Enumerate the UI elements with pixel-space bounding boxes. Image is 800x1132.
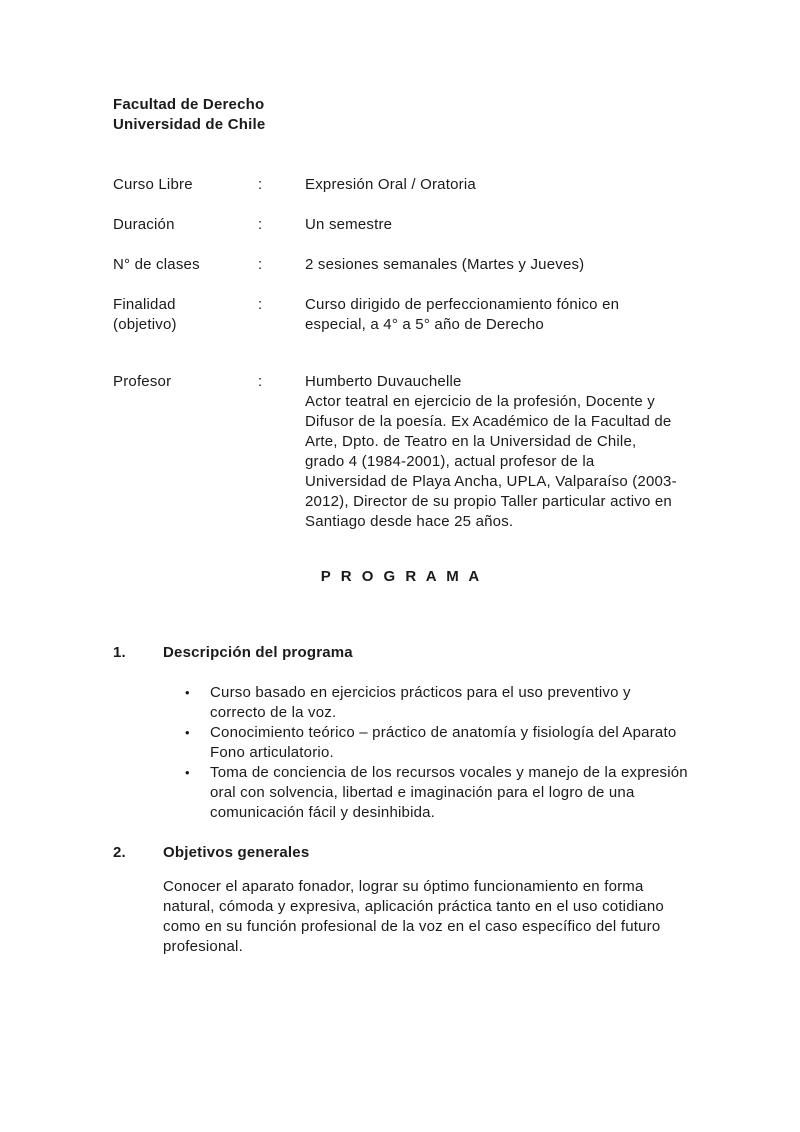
bullet-icon: •	[185, 765, 190, 780]
bullet-item	[185, 763, 690, 823]
info-colon: :	[258, 216, 263, 233]
bullet-text: Conocimiento teórico – práctico de anatomía y fisiología del Aparato Fono articulatorio.	[210, 724, 677, 761]
info-value: 2 sesiones semanales (Martes y Jueves)	[305, 256, 585, 273]
info-row-finalidad	[113, 295, 690, 335]
info-label-line2: (objetivo)	[113, 316, 177, 333]
info-label	[113, 295, 258, 335]
section-heading	[113, 843, 690, 863]
info-row-curso-libre	[113, 175, 690, 195]
bullet-item	[185, 683, 690, 723]
info-label-line1: Finalidad	[113, 296, 176, 313]
program-title: P R O G R A M A	[320, 568, 483, 585]
info-label: Curso Libre	[113, 176, 193, 193]
info-value: Un semestre	[305, 216, 393, 233]
info-value	[305, 372, 677, 532]
bullet-icon: •	[185, 725, 190, 740]
info-value: Curso dirigido de perfeccionamiento fónico en especial, a 4° a 5° año de Derecho	[305, 296, 620, 333]
professor-bio: Actor teatral en ejercicio de la profesión, Docente y Difusor de la poesía. Ex Académico de la Facultad de Arte, Dpto. de Teatro en la Universidad de Chile, grado 4 (1984-2001), actual profesor de la Universidad de Playa Ancha, UPLA, Valparaíso (2003-2012), Director de su propio Taller particular activo en Santiago desde hace 25 años.	[305, 393, 677, 530]
letterhead-faculty: Facultad de Derecho	[113, 96, 265, 113]
section-descripcion	[113, 643, 690, 823]
section-paragraph: Conocer el aparato fonador, lograr su óptimo funcionamiento en forma natural, cómoda y expresiva, aplicación práctica tanto en el uso cotidiano como en su función profesional de la voz en el caso específico del futuro profesional.	[163, 878, 664, 955]
info-label: N° de clases	[113, 256, 200, 273]
bullet-text: Curso basado en ejercicios prácticos para el uso preventivo y correcto de la voz.	[210, 684, 631, 721]
info-colon: :	[258, 176, 263, 193]
info-colon: :	[258, 296, 263, 313]
info-row-duracion	[113, 215, 690, 235]
section-heading	[113, 643, 690, 663]
info-colon: :	[258, 373, 263, 390]
info-label: Profesor	[113, 373, 172, 390]
info-colon: :	[258, 256, 263, 273]
bullet-text: Toma de conciencia de los recursos vocales y manejo de la expresión oral con solvencia, libertad e imaginación para el logro de una comunicación fácil y desinhibida.	[210, 764, 688, 821]
bullet-icon: •	[185, 685, 190, 700]
info-row-profesor	[113, 372, 690, 532]
letterhead	[113, 95, 690, 135]
info-value: Expresión Oral / Oratoria	[305, 176, 476, 193]
section-title: Descripción del programa	[163, 644, 353, 661]
info-label: Duración	[113, 216, 175, 233]
professor-name: Humberto Duvauchelle	[305, 373, 462, 390]
section-number: 2.	[113, 844, 126, 861]
bullet-item	[185, 723, 690, 763]
bullet-list	[185, 683, 690, 823]
course-info	[113, 175, 690, 532]
info-row-clases	[113, 255, 690, 275]
letterhead-university: Universidad de Chile	[113, 116, 266, 133]
section-objetivos	[113, 843, 690, 957]
section-title: Objetivos generales	[163, 844, 310, 861]
section-number: 1.	[113, 644, 126, 661]
